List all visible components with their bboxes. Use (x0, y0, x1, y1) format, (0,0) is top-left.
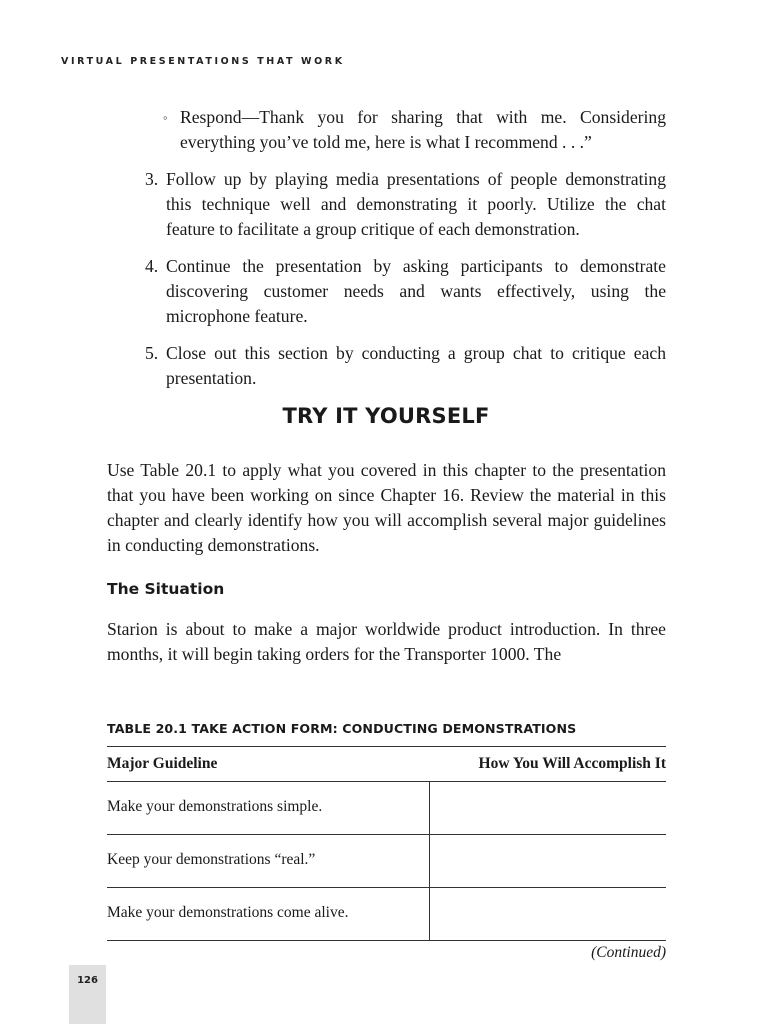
column-header-accomplish: How You Will Accomplish It (478, 755, 666, 772)
bullet-marker: ◦ (163, 110, 168, 125)
table-row (107, 835, 666, 887)
item-text: Close out this section by conducting a group chat to critique each presentation. (166, 343, 666, 388)
accomplish-cell[interactable] (429, 782, 667, 834)
item-number: 3. (145, 169, 159, 189)
section-heading: TRY IT YOURSELF (282, 404, 490, 428)
situation-paragraph: Starion is about to make a major worldwide product introduction. In three months, it will begin taking orders for the Transporter 1000. The (107, 619, 666, 664)
numbered-item-5 (145, 341, 666, 391)
accomplish-cell[interactable] (429, 835, 667, 887)
numbered-item-4 (145, 254, 666, 329)
item-number: 4. (145, 256, 159, 276)
table-top-rule (107, 746, 666, 747)
guideline-cell: Make your demonstrations simple. (107, 798, 323, 815)
page-number: 126 (77, 975, 98, 986)
column-header-guideline: Major Guideline (107, 755, 218, 772)
guideline-cell: Make your demonstrations come alive. (107, 904, 349, 921)
table-row (107, 888, 666, 940)
item-text: Continue the presentation by asking participants to demonstrate discovering customer needs and wants effectively, using the microphone feature. (166, 256, 666, 326)
bullet-item-text: Respond—Thank you for sharing that with me. Considering everything you’ve told me, here is what I recommend . . .” (180, 107, 666, 152)
table-caption: TABLE 20.1 TAKE ACTION FORM: CONDUCTING DEMONSTRATIONS (107, 721, 577, 736)
intro-paragraph: Use Table 20.1 to apply what you covered in this chapter to the presentation that you have been working on since Chapter 16. Review the material in this chapter and clearly identify how you will accomplish several major guidelines in conducting demonstrations. (107, 460, 666, 555)
situation-heading: The Situation (107, 580, 225, 598)
guideline-cell: Keep your demonstrations “real.” (107, 851, 316, 868)
page-number-tab (69, 965, 106, 1024)
accomplish-cell[interactable] (429, 888, 667, 940)
running-head: VIRTUAL PRESENTATIONS THAT WORK (61, 56, 345, 67)
table-bottom-rule (107, 940, 666, 941)
table-row (107, 782, 666, 834)
bullet-item (163, 105, 666, 155)
numbered-item-3 (145, 167, 666, 242)
continued-note: (Continued) (591, 944, 666, 961)
item-number: 5. (145, 343, 159, 363)
item-text: Follow up by playing media presentations of people demonstrating this technique well and demonstrating it poorly. Utilize the chat feature to facilitate a group critique of each demonstration. (166, 169, 666, 239)
